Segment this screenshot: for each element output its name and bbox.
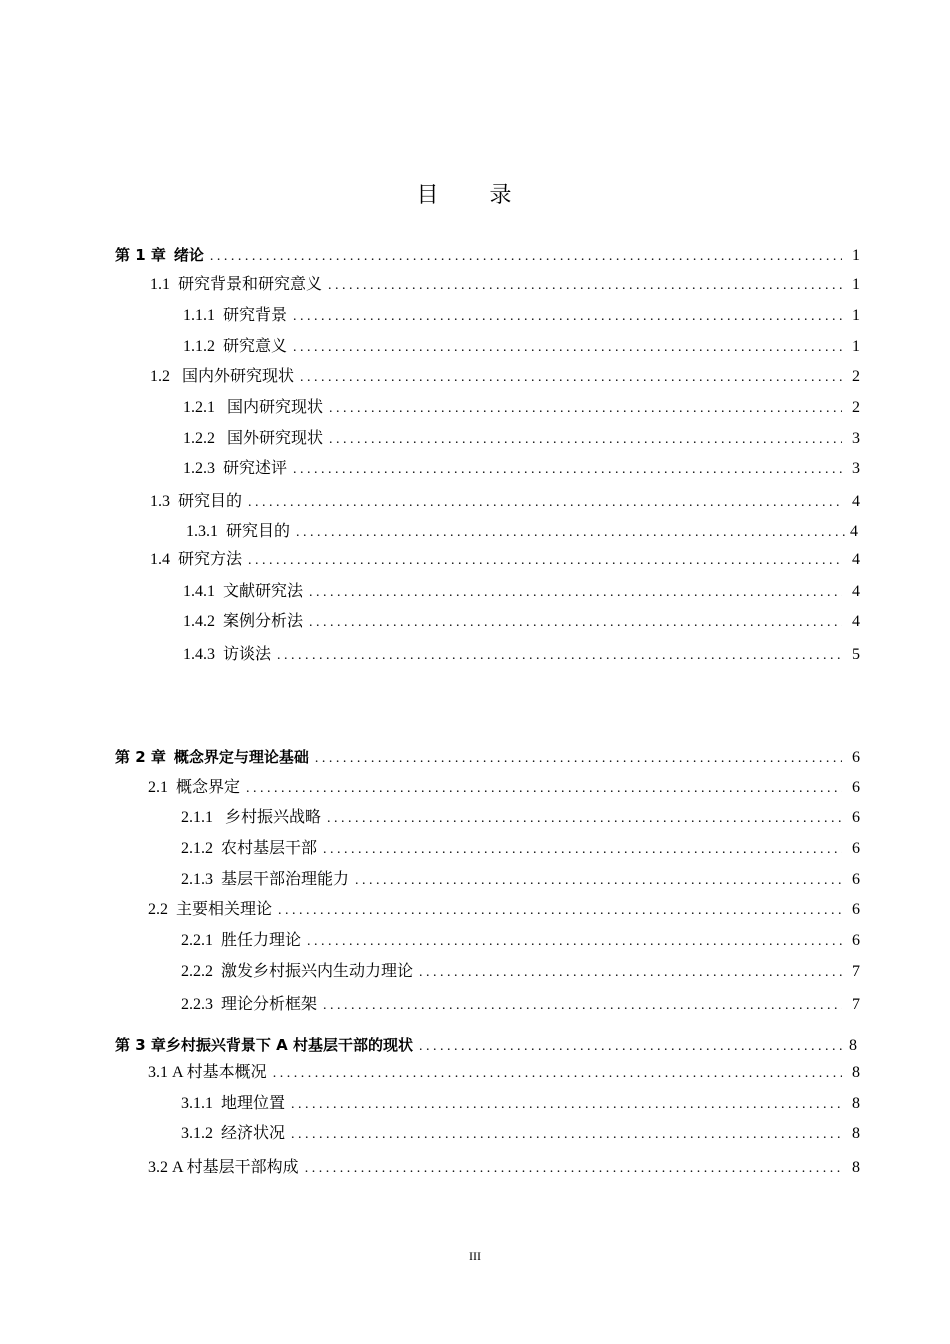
toc-title: 主要相关理论 (176, 901, 273, 918)
toc-number: 2.1.2 (181, 840, 213, 857)
toc-entry-chapter-1[interactable] (115, 243, 860, 267)
dot-leader (293, 458, 842, 482)
toc-number: 1.1.2 (183, 338, 215, 355)
toc-number: 1.2 (150, 368, 170, 385)
toc-number: 1.4 (150, 551, 170, 568)
toc-number: 1.4.1 (183, 583, 215, 600)
dot-leader (329, 428, 842, 452)
toc-page: 6 (852, 809, 860, 826)
dot-leader (309, 581, 842, 605)
toc-title: 研究背景 (223, 307, 288, 324)
toc-entry-1-1-2[interactable] (183, 335, 860, 359)
toc-number: 3.1.1 (181, 1095, 213, 1112)
toc-page: 6 (852, 932, 860, 949)
dot-leader (419, 1035, 843, 1059)
toc-entry-1-3[interactable] (150, 490, 860, 514)
toc-page: 6 (852, 749, 860, 766)
toc-page: 1 (852, 307, 860, 324)
toc-page: 4 (852, 613, 860, 630)
dot-leader (309, 611, 842, 635)
toc-page: 6 (852, 871, 860, 888)
toc-title: 研究背景和研究意义 (178, 276, 323, 293)
toc-page: 6 (852, 779, 860, 796)
toc-number: 3.1.2 (181, 1125, 213, 1142)
dot-leader (355, 869, 842, 893)
toc-title: 研究目的 (226, 523, 291, 540)
toc-entry-2-1-2[interactable] (181, 837, 860, 861)
toc-page: 7 (852, 963, 860, 980)
toc-page: 8 (852, 1064, 860, 1081)
toc-number: 2.2.2 (181, 963, 213, 980)
toc-entry-2-1[interactable] (148, 776, 860, 800)
toc-number: 第 3 章 (115, 1036, 166, 1054)
toc-page: 8 (852, 1095, 860, 1112)
toc-entry-3-1-2[interactable] (181, 1122, 860, 1146)
toc-title: 地理位置 (221, 1095, 286, 1112)
toc-page: 4 (850, 523, 858, 540)
dot-leader (278, 899, 842, 923)
toc-title: 乡村振兴背景下 A 村基层干部的现状 (165, 1036, 413, 1054)
toc-title: 经济状况 (221, 1125, 286, 1142)
toc-title: 案例分析法 (223, 613, 304, 630)
dot-leader (277, 644, 842, 668)
toc-title: 访谈法 (223, 646, 272, 663)
toc-page: 1 (852, 338, 860, 355)
toc-title: 概念界定与理论基础 (173, 748, 309, 766)
toc-page: 8 (852, 1125, 860, 1142)
toc-page: 8 (852, 1159, 860, 1176)
toc-entry-2-2[interactable] (148, 898, 860, 922)
toc-title: 研究意义 (223, 338, 288, 355)
dot-leader (328, 274, 842, 298)
dot-leader (315, 747, 842, 771)
toc-page: 1 (852, 276, 860, 293)
toc-entry-1-4-3[interactable] (183, 643, 860, 667)
toc-entry-3-1[interactable] (148, 1061, 860, 1085)
toc-number: 1.1 (150, 276, 170, 293)
dot-leader (307, 930, 842, 954)
page-title: 目 录 (416, 183, 534, 208)
toc-entry-1-4-2[interactable] (183, 610, 860, 634)
dot-leader (296, 521, 845, 545)
toc-title: 研究述评 (223, 460, 288, 477)
toc-page: 6 (852, 901, 860, 918)
toc-entry-2-2-2[interactable] (181, 960, 860, 984)
toc-number: 3.1 (148, 1064, 168, 1081)
toc-entry-1-3-1[interactable] (186, 520, 858, 544)
toc-title: 研究目的 (178, 493, 243, 510)
toc-title: 国内外研究现状 (182, 368, 295, 385)
dot-leader (305, 1157, 842, 1181)
toc-entry-1-2-2[interactable] (183, 427, 860, 451)
toc-page: 6 (852, 840, 860, 857)
dot-leader (273, 1062, 842, 1086)
toc-title: 农村基层干部 (221, 840, 318, 857)
toc-title: 研究方法 (178, 551, 243, 568)
dot-leader (329, 397, 842, 421)
toc-title: 国内研究现状 (227, 399, 324, 416)
toc-title: 国外研究现状 (227, 430, 324, 447)
toc-number: 1.2.3 (183, 460, 215, 477)
toc-number: 2.2 (148, 901, 168, 918)
dot-leader (248, 549, 842, 573)
toc-entry-chapter-2[interactable] (115, 745, 860, 769)
toc-number: 1.2.1 (183, 399, 215, 416)
toc-number: 3.2 (148, 1159, 168, 1176)
toc-page: 2 (852, 399, 860, 416)
toc-number: 2.1.1 (181, 809, 213, 826)
toc-entry-2-1-1[interactable] (181, 806, 860, 830)
toc-page: 4 (852, 551, 860, 568)
toc-title: 文献研究法 (223, 583, 304, 600)
toc-title: 乡村振兴战略 (225, 809, 322, 826)
toc-entry-1-2[interactable] (150, 365, 860, 389)
toc-entry-1-4[interactable] (150, 548, 860, 572)
toc-number: 2.1.3 (181, 871, 213, 888)
toc-entry-1-4-1[interactable] (183, 580, 860, 604)
dot-leader (293, 305, 842, 329)
toc-page: 2 (852, 368, 860, 385)
toc-page: 3 (852, 460, 860, 477)
toc-number: 2.1 (148, 779, 168, 796)
dot-leader (300, 366, 842, 390)
toc-entry-1-2-3[interactable] (183, 457, 860, 481)
toc-page: 5 (852, 646, 860, 663)
toc-title: 激发乡村振兴内生动力理论 (221, 963, 414, 980)
toc-title: 胜任力理论 (221, 932, 302, 949)
page-number-footer: III (469, 1249, 481, 1263)
toc-title: 概念界定 (176, 779, 241, 796)
toc-entry-1-1-1[interactable] (183, 304, 860, 328)
toc-title: A 村基层干部构成 (172, 1159, 299, 1176)
toc-number: 1.3 (150, 493, 170, 510)
toc-page: 7 (852, 996, 860, 1013)
toc-number: 1.2.2 (183, 430, 215, 447)
toc-entry-1-1[interactable] (150, 273, 860, 297)
toc-number: 1.1.1 (183, 307, 215, 324)
toc-number: 1.4.3 (183, 646, 215, 663)
toc-number: 1.4.2 (183, 613, 215, 630)
toc-title: 基层干部治理能力 (221, 871, 350, 888)
toc-entry-2-2-3[interactable] (181, 993, 860, 1017)
toc-title: 绪论 (173, 246, 204, 264)
dot-leader (246, 777, 842, 801)
dot-leader (210, 245, 842, 269)
toc-title: A 村基本概况 (172, 1064, 267, 1081)
toc-entry-3-2[interactable] (148, 1156, 860, 1180)
toc-number: 2.2.3 (181, 996, 213, 1013)
toc-number: 2.2.1 (181, 932, 213, 949)
toc-page: 8 (849, 1037, 857, 1054)
dot-leader (327, 807, 842, 831)
dot-leader (291, 1093, 842, 1117)
toc-entry-2-2-1[interactable] (181, 929, 860, 953)
toc-entry-3-1-1[interactable] (181, 1092, 860, 1116)
toc-page: 1 (852, 247, 860, 264)
dot-leader (248, 491, 842, 515)
toc-number: 第 2 章 (115, 748, 166, 766)
dot-leader (291, 1123, 842, 1147)
toc-title: 理论分析框架 (221, 996, 318, 1013)
toc-entry-1-2-1[interactable] (183, 396, 860, 420)
dot-leader (323, 994, 842, 1018)
toc-page: 4 (852, 583, 860, 600)
toc-entry-2-1-3[interactable] (181, 868, 860, 892)
toc-entry-chapter-3[interactable] (115, 1033, 857, 1057)
toc-page: 3 (852, 430, 860, 447)
dot-leader (323, 838, 842, 862)
dot-leader (419, 961, 842, 985)
toc-page: 4 (852, 493, 860, 510)
dot-leader (293, 336, 842, 360)
toc-number: 1.3.1 (186, 523, 218, 540)
toc-number: 第 1 章 (115, 246, 166, 264)
